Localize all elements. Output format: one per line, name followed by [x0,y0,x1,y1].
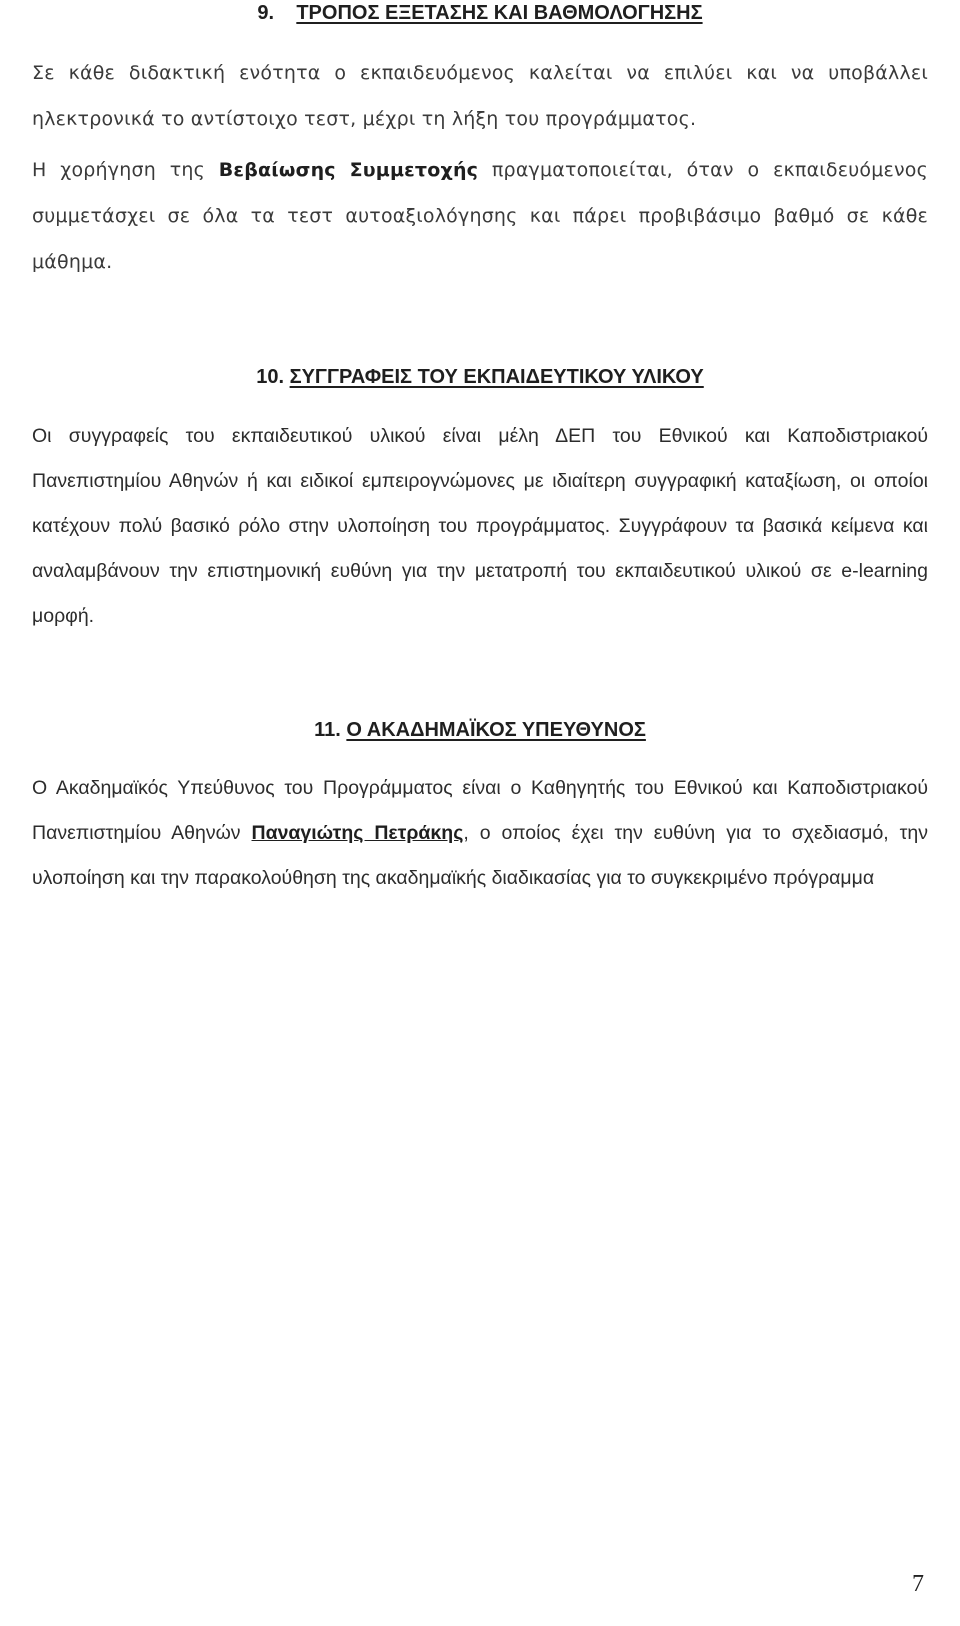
section-11-paragraph [32,766,928,901]
section-9-p2-bold-certificate: Βεβαίωσης [218,159,336,181]
section-9-p2-bold-participation: Συμμετοχής [349,159,479,181]
page-number: 7 [912,1571,924,1597]
section-11-title: Ο ΑΚΑΔΗΜΑΪΚΟΣ ΥΠΕΥΘΥΝΟΣ [346,719,646,741]
section-10-number: 10. [256,366,285,388]
section-9-title: ΤΡΟΠΟΣ ΕΞΕΤΑΣΗΣ ΚΑΙ ΒΑΘΜΟΛΟΓΗΣΗΣ [296,2,703,24]
section-9-p2-text-post: πραγματοποιείται, όταν ο εκπαιδευόμενος συμμετάσχει σε όλα τα τεστ αυτοαξιολόγησης και πάρει προβιβάσιμο βαθμό σε κάθε μάθημα. [32,159,928,273]
section-11-heading [0,717,960,743]
section-9-heading [0,0,960,26]
section-9-p2-text-pre: Η χορήγηση της [32,159,219,181]
section-9-p2-space [336,159,350,181]
section-11-p1-text-pre: Ο Ακαδημαϊκός Υπεύθυνος του Προγράμματος είναι ο Καθηγητής του Εθνικού και Καποδιστριακού Πανεπιστημίου Αθηνών [32,777,928,844]
section-9-paragraph-1: Σε κάθε διδακτική ενότητα ο εκπαιδευόμενος καλείται να επιλύει και να υποβάλλει ηλεκτρονικά το αντίστοιχο τεστ, μέχρι τη λήξη του προγράμματος. [32,62,928,130]
section-9-number: 9. [257,2,275,24]
section-11-number: 11. [314,719,341,741]
section-10-paragraph: Οι συγγραφείς του εκπαιδευτικού υλικού είναι μέλη ΔΕΠ του Εθνικού και Καποδιστριακού Πανεπιστημίου Αθηνών ή και ειδικοί εμπειρογνώμονες με ιδιαίτερη συγγραφική καταξίωση, οι οποίοι κατέχουν πολύ βασικό ρόλο στην υλοποίηση του προγράμματος. Συγγράφουν τα βασικά κείμενα και αναλαμβάνουν την επιστημονική ευθύνη για την μετατροπή του εκπαιδευτικού υλικού σε e-learning μορφή. [32,425,928,627]
section-11-p1-text-post: , ο οποίος έχει την ευθύνη για το σχεδιασμό, την υλοποίηση και την παρακολούθηση της ακαδημαϊκής διαδικασίας για το συγκεκριμένο πρόγραμμα [32,822,928,889]
section-10-heading [0,364,960,390]
section-11-p1-bold-name: Παναγιώτης Πετράκης [251,822,464,844]
section-9-paragraph-2 [32,147,928,285]
section-10-title: ΣΥΓΓΡΑΦΕΙΣ ΤΟΥ ΕΚΠΑΙΔΕΥΤΙΚΟΥ ΥΛΙΚΟΥ [289,366,704,388]
